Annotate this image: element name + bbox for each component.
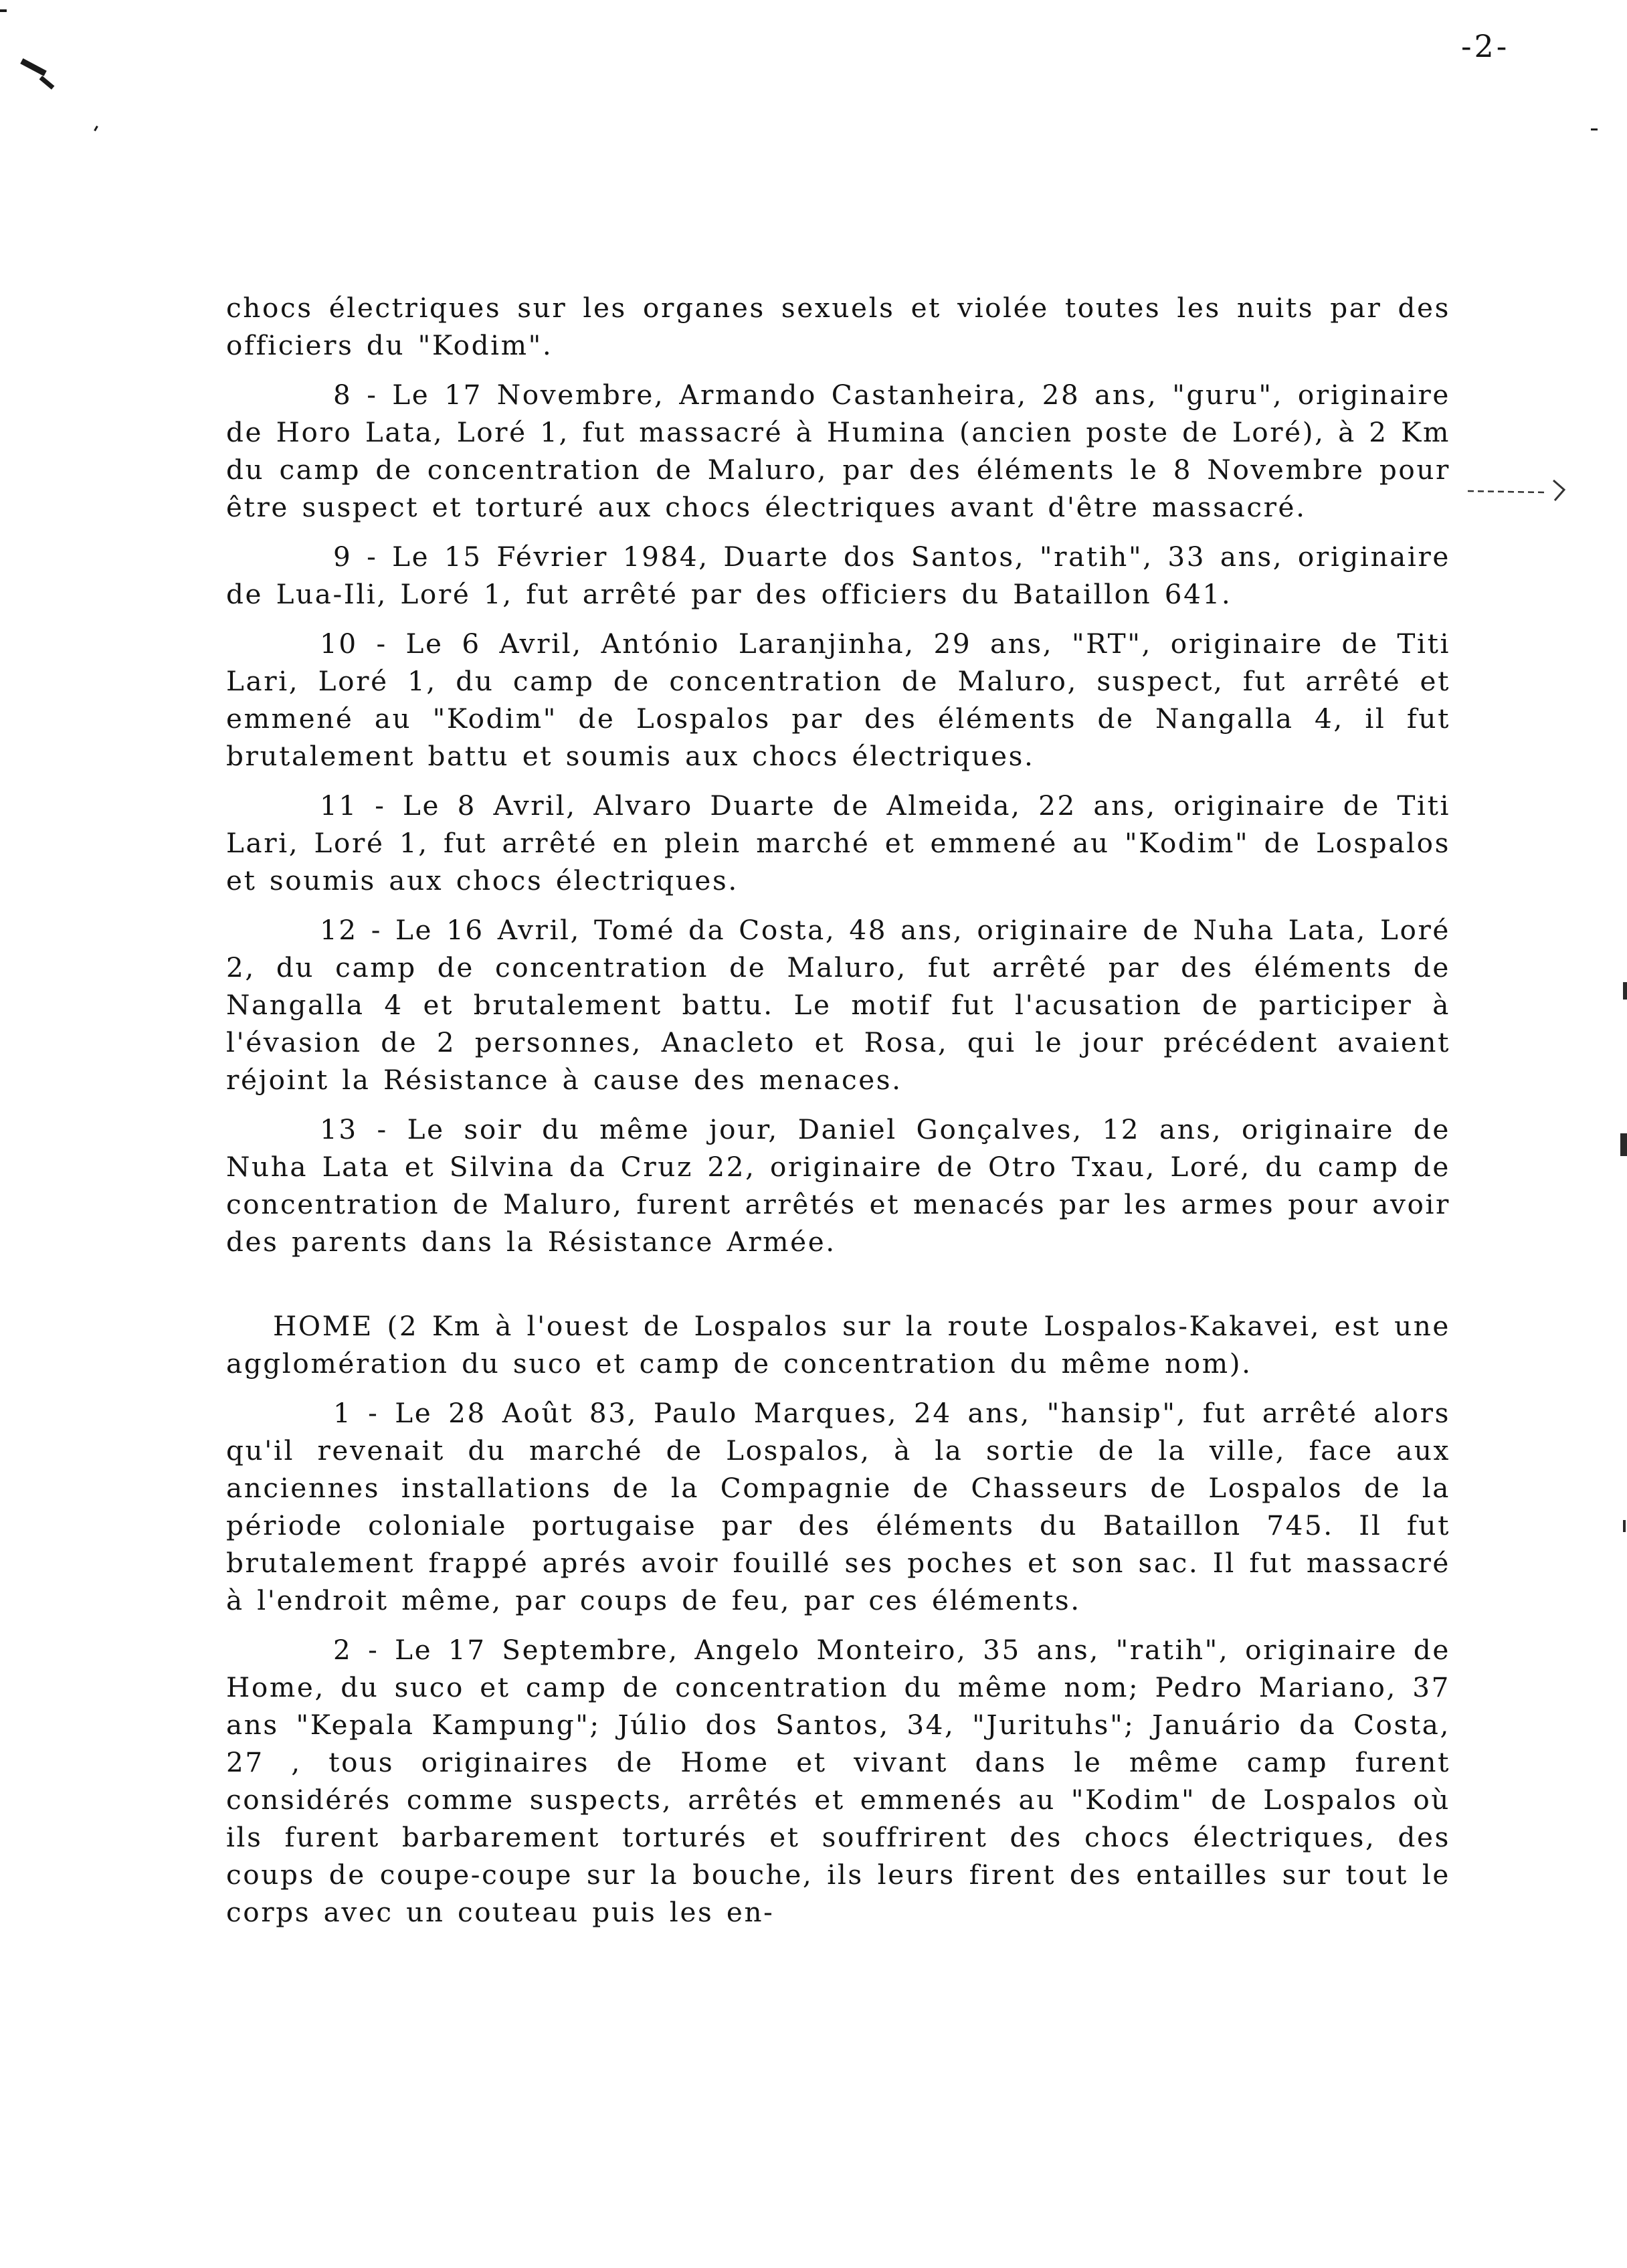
section-heading-paragraph: HOME (2 Km à l'ouest de Lospalos sur la route Lospalos-Kakavei, est une agglomération du suco et camp de concentration du même nom). xyxy=(226,1310,1450,1380)
paragraph: 2 - Le 17 Septembre, Angelo Monteiro, 35 ans, "ratih", originaire de Home, du suco et camp de concentration du même nom; Pedro Mariano, 37 ans "Kepala Kampung"; Júlio dos Santos, 34, "Jurituhs"; Januário da Costa, 27 , tous originaires de Home et vivant dans le même camp furent considérés comme suspects, arrêtés et emmenés au "Kodim" de Lospalos où ils furent barbarement torturés et souffrirent des chocs électriques, des coups de coupe-coupe sur la bouche, ils leurs firent des entailles sur tout le corps avec un couteau puis les en- xyxy=(226,1634,1450,1928)
paragraph: 1 - Le 28 Août 83, Paulo Marques, 24 ans, "hansip", fut arrêté alors qu'il revenait du marché de Lospalos, à la sortie de la ville, face aux anciennes installations de la Compagnie de Chasseurs de Lospalos de la période coloniale portugaise par des éléments du Bataillon 745. Il fut brutalement frappé aprés avoir fouillé ses poches et son sac. Il fut massacré à l'endroit même, par coups de feu, par ces éléments. xyxy=(226,1397,1450,1616)
paragraph: 8 - Le 17 Novembre, Armando Castanheira, 28 ans, "guru", originaire de Horo Lata, Loré 1, fut massacré à Humina (ancien poste de Loré), à 2 Km du camp de concentration de Maluro, par des éléments le 8 Novembre pour être suspect et torturé aux chocs électriques avant d'être massacré. xyxy=(226,379,1450,523)
ink-blot xyxy=(20,58,47,76)
margin-mark xyxy=(1623,982,1627,1000)
paragraph: 10 - Le 6 Avril, António Laranjinha, 29 ans, "RT", originaire de Titi Lari, Loré 1, du camp de concentration de Maluro, suspect, fut arrêté et emmené au "Kodim" de Lospalos par des éléments de Nangalla 4, il fut brutalement battu et soumis aux chocs électriques. xyxy=(226,628,1450,772)
corner-mark xyxy=(0,9,7,12)
ink-blot xyxy=(39,76,55,90)
paragraph: chocs électriques sur les organes sexuels et violée toutes les nuits par des officiers du "Kodim". xyxy=(226,292,1450,361)
document-body xyxy=(226,289,1450,1931)
margin-mark xyxy=(1623,1520,1626,1532)
paragraph: 13 - Le soir du même jour, Daniel Gonçalves, 12 ans, originaire de Nuha Lata et Silvina da Cruz 22, originaire de Otro Txau, Loré, du camp de concentration de Maluro, furent arrêtés et menacés par les armes pour avoir des parents dans la Résistance Armée. xyxy=(226,1113,1450,1258)
margin-mark xyxy=(1620,1133,1627,1156)
paragraph: 12 - Le 16 Avril, Tomé da Costa, 48 ans, originaire de Nuha Lata, Loré 2, du camp de concentration de Maluro, fut arrêté par des éléments de Nangalla 4 et brutalement battu. Le motif fut l'acusation de participer à l'évasion de 2 personnes, Anacleto et Rosa, qui le jour précédent avaient réjoint la Résistance à cause des menaces. xyxy=(226,914,1450,1096)
page-number: -2- xyxy=(1461,28,1510,64)
ink-speck xyxy=(1591,128,1598,130)
paragraph: 11 - Le 8 Avril, Alvaro Duarte de Almeida, 22 ans, originaire de Titi Lari, Loré 1, fut arrêté en plein marché et emmené au "Kodim" de Lospalos et soumis aux chocs électriques. xyxy=(226,789,1450,896)
paragraph: 9 - Le 15 Février 1984, Duarte dos Santos, "ratih", 33 ans, originaire de Lua-Ili, Loré 1, fut arrêté par des officiers du Bataillon 641. xyxy=(226,541,1450,610)
handwritten-arrow-mark xyxy=(1466,476,1573,503)
ink-speck xyxy=(94,126,98,131)
